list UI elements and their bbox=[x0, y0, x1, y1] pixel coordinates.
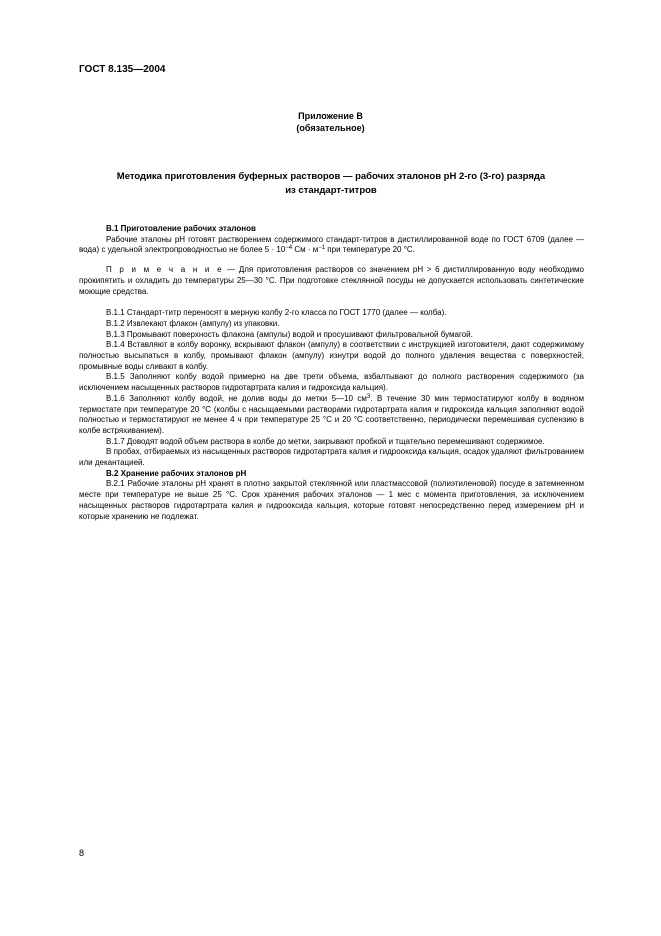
page-number: 8 bbox=[79, 848, 85, 858]
paragraph-b1-8: В пробах, отбираемых из насыщенных растворов гидротартрата калия и гидрооксида кальция, осадок удаляют фильтрованием или декантацией. bbox=[79, 447, 584, 468]
paragraph-b1-6 bbox=[79, 394, 584, 437]
b1-6-text-b: . В течение 30 мин термостатируют колбу в водяном термостате при температуре 20 °С (колбы с насыщаемыми растворами гидротартрата калия и гидроксида кальция заполняют водой полностью и термостатируют не менее 4 ч при температуре 25 °С и 20 °С соответственно, периодически перемешивая суспензию в колбе встряхиванием). bbox=[79, 393, 584, 435]
paragraph-intro bbox=[79, 235, 584, 256]
section-heading-b2: В.2 Хранение рабочих эталонов pH bbox=[106, 468, 247, 478]
paragraph-b2-1: В.2.1 Рабочие эталоны pH хранят в плотно закрытой стеклянной или пластмассовой (полиэтиленовой) посуде в затемненном месте при температуре не выше 25 °С. Срок хранения рабочих эталонов — 1 мес с момента приготовления, за исключением насыщенных растворов гидротартрата калия и гидрооксида кальция, которые готовят непосредственно перед измерением pH и которые хранению не подлежат. bbox=[79, 479, 584, 521]
paragraph-b1-4: В.1.4 Вставляют в колбу воронку, вскрывают флакон (ампулу) в соответствии с инструкцией изготовителя, дают содержимому полностью высыпаться в колбу, промывают флакон (ампулу) изнутри водой до полного удаления вещества с поверхностей, промывные воды сливают в колбу. bbox=[79, 340, 584, 371]
paragraph-b1-2: В.1.2 Извлекают флакон (ампулу) из упаковки. bbox=[106, 318, 280, 328]
paragraph-note bbox=[79, 265, 584, 297]
appendix-status: (обязательное) bbox=[296, 123, 365, 133]
intro-text-b: См · м bbox=[292, 245, 319, 255]
intro-text-c: при температуре 20 °С. bbox=[325, 245, 415, 255]
intro-exponent-2: −1 bbox=[318, 245, 326, 252]
intro-exponent-1: −4 bbox=[285, 245, 293, 252]
standard-designation: ГОСТ 8.135—2004 bbox=[79, 64, 166, 75]
b1-6-exponent: 3 bbox=[366, 393, 371, 400]
document-body bbox=[79, 224, 584, 522]
document-title-line2: из стандарт-титров bbox=[285, 185, 377, 196]
paragraph-b1-5: В.1.5 Заполняют колбу водой примерно на две трети объема, взбалтывают до полного растворения содержимого (за исключением насыщенных растворов гидротартрата калия и гидроксида кальция). bbox=[79, 372, 584, 393]
paragraph-b1-7: В.1.7 Доводят водой объем раствора в колбе до метки, закрывают пробкой и тщательно перемешивают содержимое. bbox=[106, 436, 545, 446]
intro-text-a: Рабочие эталоны pH готовят растворением содержимого стандарт-титров в дистиллированной воде по ГОСТ 6709 (далее — вода) с удельной электропроводностью не более 5 · 10 bbox=[79, 234, 584, 255]
note-label: П р и м е ч а н и е bbox=[106, 265, 224, 275]
paragraph-b1-1: В.1.1 Стандарт-титр переносят в мерную колбу 2-го класса по ГОСТ 1770 (далее — колба). bbox=[106, 308, 447, 318]
b1-6-text-a: В.1.6 Заполняют колбу водой, не долив воды до метки 5—10 см bbox=[106, 393, 367, 403]
paragraph-b1-3: В.1.3 Промывают поверхность флакона (ампулы) водой и просушивают фильтровальной бумагой. bbox=[106, 329, 473, 339]
appendix-title: Приложение В bbox=[298, 111, 363, 121]
section-heading-b1: В.1 Приготовление рабочих эталонов bbox=[106, 224, 256, 233]
note-text: — Для приготовления растворов со значением pH > 6 дистиллированную воду необходимо прокипятить и охладить до температуры 25—30 °С. При подготовке стеклянной посуды не допускается использовать синтетические моющие средства. bbox=[79, 265, 584, 296]
document-title-line1: Методика приготовления буферных растворов — рабочих эталонов pH 2-го (3-го) разряда bbox=[116, 171, 546, 182]
